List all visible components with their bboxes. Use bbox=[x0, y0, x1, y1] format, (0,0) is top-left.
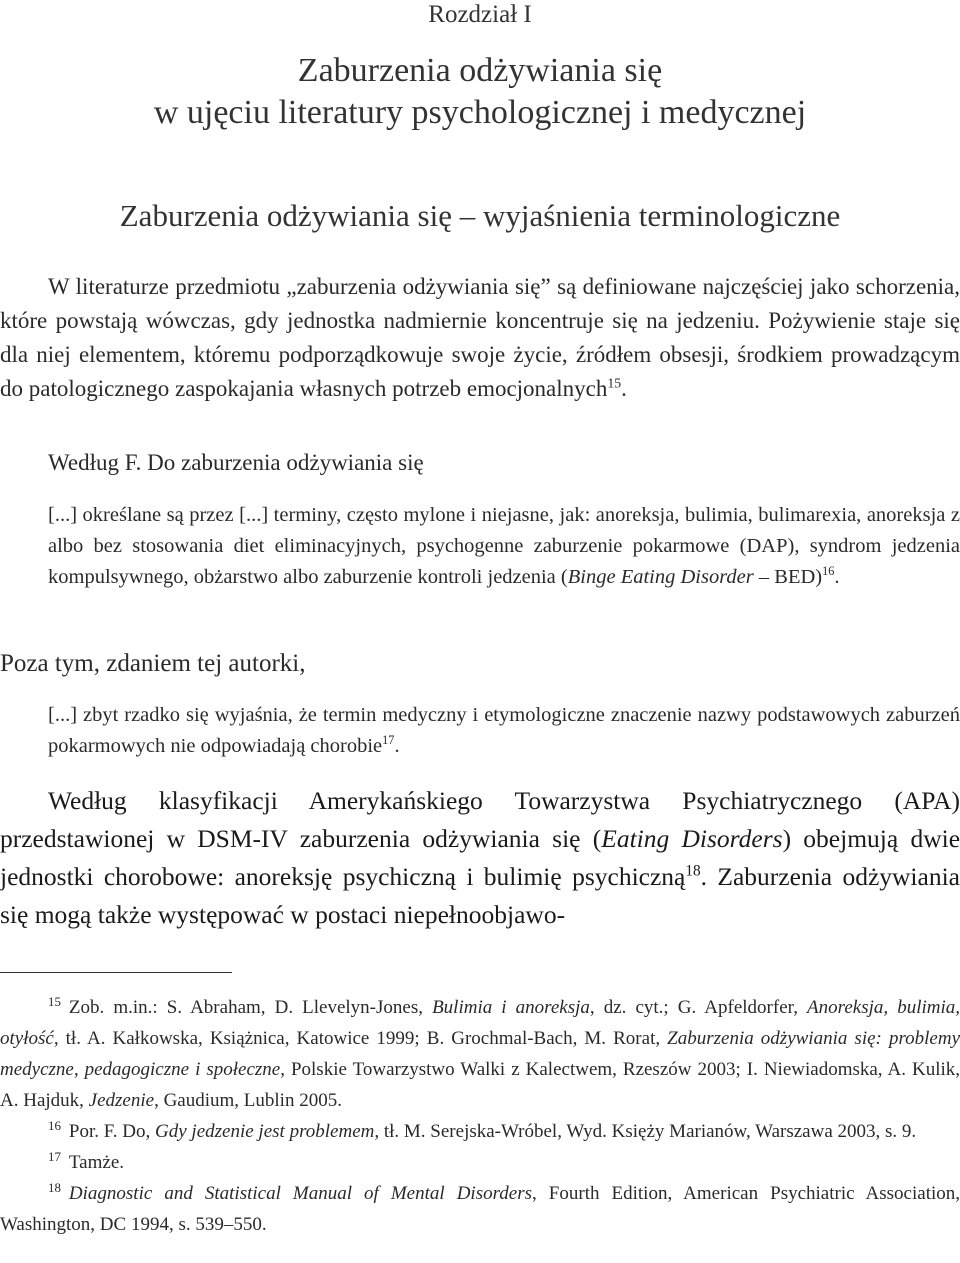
footnote-italic-title: Bulimia i anoreksja bbox=[432, 997, 590, 1018]
paragraph-dsm-text-c: . Zaburzenia odżywiania się mogą także występować w postaci niepełnoobjawo- bbox=[0, 862, 960, 929]
footnote-separator bbox=[0, 972, 232, 973]
footnote-italic-title: Diagnostic and Statistical Manual of Mental Disorders bbox=[68, 1183, 533, 1204]
chapter-title-line-1: Zaburzenia odżywiania się bbox=[297, 52, 663, 89]
paragraph-according-to: Według F. Do zaburzenia odżywiania się bbox=[48, 450, 424, 475]
footnote-16: 16 Por. F. Do, Gdy jedzenie jest problemem, tł. M. Serejska-Wróbel, Wyd. Księży Marianów, Warszawa 2003, s. 9. bbox=[48, 1117, 917, 1142]
footnote-18: 18 Diagnostic and Statistical Manual of Mental Disorders, Fourth Edition, American Psychiatric Association, Washington, DC 1994, s. 539–550. bbox=[0, 1179, 960, 1235]
footnote-ref-15[interactable]: 15 bbox=[607, 375, 622, 391]
footnote-italic-title: Gdy jedzenie jest problemem, bbox=[155, 1121, 380, 1142]
block-quote-2-text: [...] zbyt rzadko się wyjaśnia, że termin medyczny i etymologiczne znaczenie nazwy podstawowych zaburzeń pokarmowych nie odpowiadają chorobie bbox=[48, 704, 960, 757]
block-quote-1-tail: . bbox=[834, 566, 840, 588]
footnote-ref-18[interactable]: 18 bbox=[685, 862, 701, 880]
footnotes-section bbox=[0, 992, 960, 1240]
footnote-text: , Polskie Towarzystwo Walki z Kalectwem, Rzeszów 2003; I. Niewiadomska, A. Kulik, A. Hajduk, bbox=[0, 1059, 960, 1111]
block-quote-1-after: – BED) bbox=[753, 566, 823, 588]
footnote-text: , dz. cyt.; G. Apfeldorfer, bbox=[589, 997, 808, 1018]
footnote-ref-17[interactable]: 17 bbox=[382, 733, 395, 748]
footnote-text: , Fourth Edition, American Psychiatric Association, Washington, DC 1994, s. 539–550. bbox=[0, 1183, 960, 1235]
footnote-17: 17 Tamże. bbox=[48, 1148, 125, 1173]
paragraph-moreover: Poza tym, zdaniem tej autorki, bbox=[0, 650, 306, 677]
paragraph-dsm bbox=[0, 782, 960, 934]
block-quote-2-tail: . bbox=[394, 735, 400, 757]
footnote-ref-16[interactable]: 16 bbox=[822, 564, 835, 579]
chapter-label: Rozdział I bbox=[428, 1, 532, 28]
paragraph-dsm-text-a: Według klasyfikacji Amerykańskiego Towarzystwa Psychiatrycznego (APA) przedstawionej w DSM-IV zaburzenia odżywiania się ( bbox=[0, 786, 960, 853]
chapter-title bbox=[0, 50, 960, 134]
footnote-italic-title: Jedzenie bbox=[88, 1090, 155, 1111]
footnote-15: 15 Zob. m.in.: S. Abraham, D. Llevelyn-Jones, Bulimia i anoreksja, dz. cyt.; G. Apfeldorfer, Anoreksja, bulimia, otyłość, tł. A. Kałkowska, Książnica, Katowice 1999; B. Grochmal-Bach, M. Rorat, Zaburzenia odżywiania się: problemy medyczne, pedagogiczne i społeczne, Polskie Towarzystwo Walki z Kalectwem, Rzeszów 2003; I. Niewiadomska, A. Kulik, A. Hajduk, Jedzenie, Gaudium, Lublin 2005. bbox=[0, 993, 960, 1111]
block-quote-2 bbox=[48, 700, 960, 762]
footnote-italic-title: Anoreksja, bulimia, otyłość bbox=[0, 997, 960, 1049]
footnote-text: Tamże. bbox=[68, 1152, 125, 1173]
block-quote-1-text: [...] określane są przez [...] terminy, często mylone i niejasne, jak: anoreksja, bulimia, bulimarexia, anoreksja z albo bez stosowania diet eliminacyjnych, psychogenne zaburzenie pokarmowe (DAP), syndrom jedzenia kompulsywnego, obżarstwo albo zaburzenie kontroli jedzenia ( bbox=[48, 504, 960, 588]
footnote-text: Por. F. Do, bbox=[68, 1121, 156, 1142]
block-quote-1-italic: Binge Eating Disorder bbox=[567, 566, 754, 588]
footnote-italic-title: Zaburzenia odżywiania się: problemy medyczne, pedagogiczne i społeczne bbox=[0, 1028, 960, 1080]
footnote-text: tł. M. Serejska-Wróbel, Wyd. Księży Marianów, Warszawa 2003, s. 9. bbox=[379, 1121, 917, 1142]
paragraph-dsm-text-b: ) obejmują dwie jednostki chorobowe: anoreksję psychiczną i bulimię psychiczną bbox=[0, 824, 960, 891]
paragraph-dsm-italic: Eating Disorders bbox=[601, 824, 783, 853]
block-quote-1 bbox=[48, 500, 960, 593]
section-heading: Zaburzenia odżywiania się – wyjaśnienia terminologiczne bbox=[119, 198, 841, 233]
footnote-text: , Gaudium, Lublin 2005. bbox=[154, 1090, 342, 1111]
footnote-text: , tł. A. Kałkowska, Książnica, Katowice 1999; B. Grochmal-Bach, M. Rorat, bbox=[53, 1028, 668, 1049]
paragraph-intro bbox=[0, 270, 960, 406]
chapter-title-line-2: w ujęciu literatury psychologicznej i medycznej bbox=[153, 94, 807, 131]
paragraph-intro-text: W literaturze przedmiotu „zaburzenia odżywiania się” są definiowane najczęściej jako schorzenia, które powstają wówczas, gdy jednostka nadmiernie koncentruje się na jedzeniu. Pożywienie staje się dla niej elementem, któremu podporządkowuje swoje życie, źródłem obsesji, środkiem prowadzącym do patologicznego zaspokajania własnych potrzeb emocjonalnych bbox=[0, 274, 960, 401]
paragraph-intro-tail: . bbox=[621, 376, 627, 401]
footnote-text: Zob. m.in.: S. Abraham, D. Llevelyn-Jones, bbox=[68, 997, 433, 1018]
